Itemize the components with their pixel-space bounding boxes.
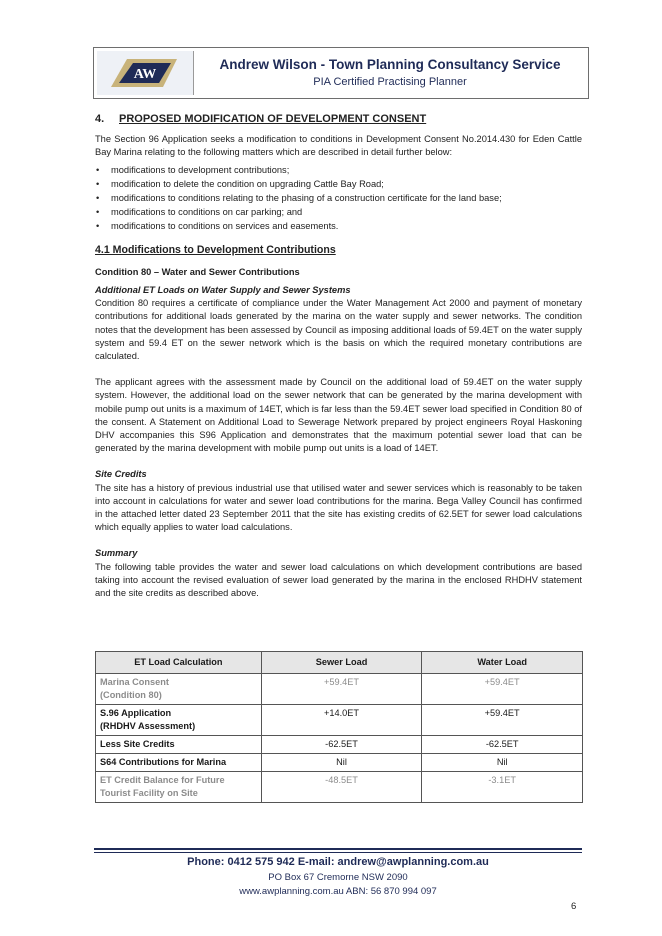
table-row [96, 754, 583, 772]
row-label: ET Credit Balance for Future Tourist Facility on Site [96, 772, 262, 803]
svg-text:AW: AW [133, 67, 157, 82]
table-row [96, 705, 583, 736]
page-number: 6 [571, 901, 577, 912]
footer-divider [94, 852, 582, 853]
footer-address: PO Box 67 Cremorne NSW 2090 [268, 872, 408, 883]
company-logo [97, 51, 194, 95]
sewer-cell: +59.4ET [261, 674, 422, 705]
paragraph: Condition 80 requires a certificate of compliance under the Water Management Act 2000 and payment of monetary contributions for additional loads generated by the marina on the water supply and sewer networks. The condition notes that the development has been assessed by Council as imposing additional loads of 59.4ET on the water supply system and 59.4 ET on the sewer network which is the basis on which the required monetary contributions are calculated. [95, 298, 582, 362]
row-label: Less Site Credits [96, 736, 262, 754]
list-item: • modifications to conditions relating to the phasing of a construction certificate for the land base; [95, 191, 582, 205]
document-body [95, 113, 582, 600]
modification-list [95, 163, 582, 233]
condition-heading: Condition 80 – Water and Sewer Contributions [95, 266, 300, 277]
paragraph: The following table provides the water and sewer load calculations on which development contributions are based taking into account the revised evaluation of sewer load generated by the marina in the enclosed RHDHV statement and the site credits as described above. [95, 561, 582, 599]
subheading-site-credits: Site Credits [95, 469, 147, 480]
letterhead-subtitle: PIA Certified Practising Planner [313, 76, 467, 88]
list-item: • modifications to conditions on car parking; and [95, 205, 582, 219]
water-cell: +59.4ET [422, 705, 583, 736]
list-item: • modifications to development contributions; [95, 163, 582, 177]
subsection-heading: 4.1 Modifications to Development Contributions [95, 243, 336, 256]
et-load-table [95, 651, 583, 803]
water-cell: -62.5ET [422, 736, 583, 754]
row-label: S.96 Application (RHDHV Assessment) [96, 705, 262, 736]
sewer-cell: +14.0ET [261, 705, 422, 736]
footer-contact: Phone: 0412 575 942 E-mail: andrew@awplanning.com.au [187, 856, 489, 868]
footer-web: www.awplanning.com.au ABN: 56 870 994 097 [239, 886, 437, 897]
table-row [96, 736, 583, 754]
column-header: Water Load [422, 652, 583, 674]
row-label: S64 Contributions for Marina [96, 754, 262, 772]
subheading-summary: Summary [95, 548, 138, 559]
water-cell: -3.1ET [422, 772, 583, 803]
sewer-cell: Nil [261, 754, 422, 772]
column-header: Sewer Load [261, 652, 422, 674]
table-row [96, 674, 583, 705]
paragraph: The site has a history of previous industrial use that utilised water and sewer services which is reasonably to be taken into account in calculations for water and sewer load contributions for the marina. Bega Valley Council has confirmed in the attached letter dated 23 September 2011 that the site has existing credits of 62.5ET for sewer load calculations which equally applies to water load calculations. [95, 482, 582, 533]
row-label: Marina Consent (Condition 80) [96, 674, 262, 705]
letterhead-title: Andrew Wilson - Town Planning Consultancy Service [219, 57, 561, 72]
table-row [96, 772, 583, 803]
sewer-cell: -62.5ET [261, 736, 422, 754]
sewer-cell: -48.5ET [261, 772, 422, 803]
table-header-row [96, 652, 583, 674]
subheading-et-loads: Additional ET Loads on Water Supply and Sewer Systems [95, 285, 351, 296]
footer-divider [94, 848, 582, 850]
list-item: • modification to delete the condition on upgrading Cattle Bay Road; [95, 177, 582, 191]
section-heading: 4. PROPOSED MODIFICATION OF DEVELOPMENT CONSENT [95, 113, 427, 125]
list-item: • modifications to conditions on services and easements. [95, 219, 582, 233]
water-cell: +59.4ET [422, 674, 583, 705]
intro-paragraph: The Section 96 Application seeks a modification to conditions in Development Consent No.2014.430 for Eden Cattle Bay Marina relating to the following matters which are described in detail further below: [95, 134, 582, 158]
column-header: ET Load Calculation [96, 652, 262, 674]
paragraph: The applicant agrees with the assessment made by Council on the additional load of 59.4ET on the water supply system. However, the additional load on the sewer network that can be generated by the marina development with mobile pump out units is a maximum of 14ET, which is far less than the 59.4ET sewer load specified in Condition 80 of the consent. A Statement on Additional Load to Sewerage Network prepared by project engineers Royal Haskoning DHV accompanies this S96 Application and demonstrates that the maximum potential sewer load that can be generated by the marina development with mobile pump out units is a load of 14ET. [95, 377, 582, 454]
water-cell: Nil [422, 754, 583, 772]
letterhead [93, 47, 589, 99]
